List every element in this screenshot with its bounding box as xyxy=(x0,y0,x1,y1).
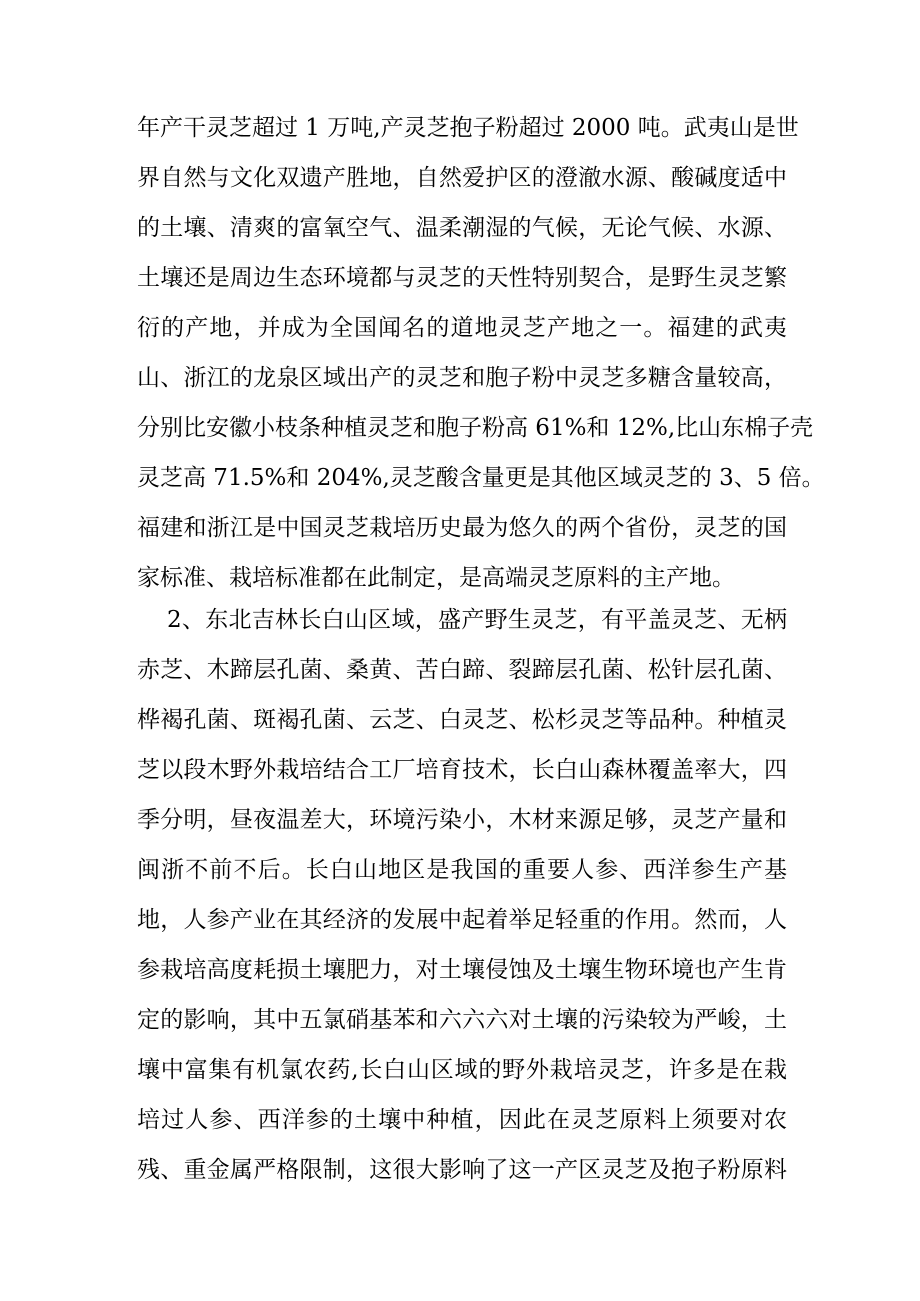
text-line: 壤中富集有机氯农药,长白山区域的野外栽培灵芝，许多是在栽 xyxy=(137,1057,787,1083)
paragraph-1 xyxy=(137,103,825,603)
text-line: 的土壤、清爽的富氧空气、温柔潮湿的气候，无论气候、水源、 xyxy=(137,215,787,241)
text-line: 年产干灵芝超过 1 万吨,产灵芝抱子粉超过 2000 吨。武夷山是世 xyxy=(137,115,799,141)
text-line: 福建和浙江是中国灵芝栽培历史最为悠久的两个省份，灵芝的国 xyxy=(137,515,787,541)
text-line: 定的影响，其中五氯硝基苯和六六六对土壤的污染较为严峻，土 xyxy=(137,1007,787,1033)
text-line: 山、浙江的龙泉区域出产的灵芝和胞子粉中灵芝多糖含量较高， xyxy=(137,365,787,391)
text-line: 季分明，昼夜温差大，环境污染小，木材来源足够，灵芝产量和 xyxy=(137,807,787,833)
paragraph-2 xyxy=(137,595,787,1195)
text-line-indented: 2、东北吉林长白山区域，盛产野生灵芝，有平盖灵芝、无柄 xyxy=(167,607,787,633)
text-line: 家标准、栽培标准都在此制定，是高端灵芝原料的主产地。 xyxy=(137,565,735,591)
text-line: 芝以段木野外栽培结合工厂培育技术，长白山森林覆盖率大，四 xyxy=(137,757,787,783)
text-line: 赤芝、木蹄层孔菌、桑黄、苦白蹄、裂蹄层孔菌、松针层孔菌、 xyxy=(137,657,787,683)
text-line: 闽浙不前不后。长白山地区是我国的重要人参、西洋参生产基 xyxy=(137,857,787,883)
text-line: 地，人参产业在其经济的发展中起着举足轻重的作用。然而，人 xyxy=(137,907,787,933)
text-line: 培过人参、西洋参的土壤中种植，因此在灵芝原料上须要对农 xyxy=(137,1107,787,1133)
text-line: 界自然与文化双遗产胜地，自然爱护区的澄澈水源、酸碱度适中 xyxy=(137,165,787,191)
text-line: 残、重金属严格限制，这很大影响了这一产区灵芝及抱子粉原料 xyxy=(137,1157,787,1183)
text-line: 灵芝高 71.5%和 204%,灵芝酸含量更是其他区域灵芝的 3、5 倍。 xyxy=(137,465,825,491)
text-line: 参栽培高度耗损土壤肥力，对土壤侵蚀及土壤生物环境也产生肯 xyxy=(137,957,787,983)
text-line: 桦褐孔菌、斑褐孔菌、云芝、白灵芝、松杉灵芝等品种。种植灵 xyxy=(137,707,787,733)
text-line: 衍的产地，并成为全国闻名的道地灵芝产地之一。福建的武夷 xyxy=(137,315,787,341)
text-line: 土壤还是周边生态环境都与灵芝的天性特别契合，是野生灵芝繁 xyxy=(137,265,787,291)
text-line: 分别比安徽小枝条种植灵芝和胞子粉高 61%和 12%,比山东棉子壳 xyxy=(137,415,814,441)
